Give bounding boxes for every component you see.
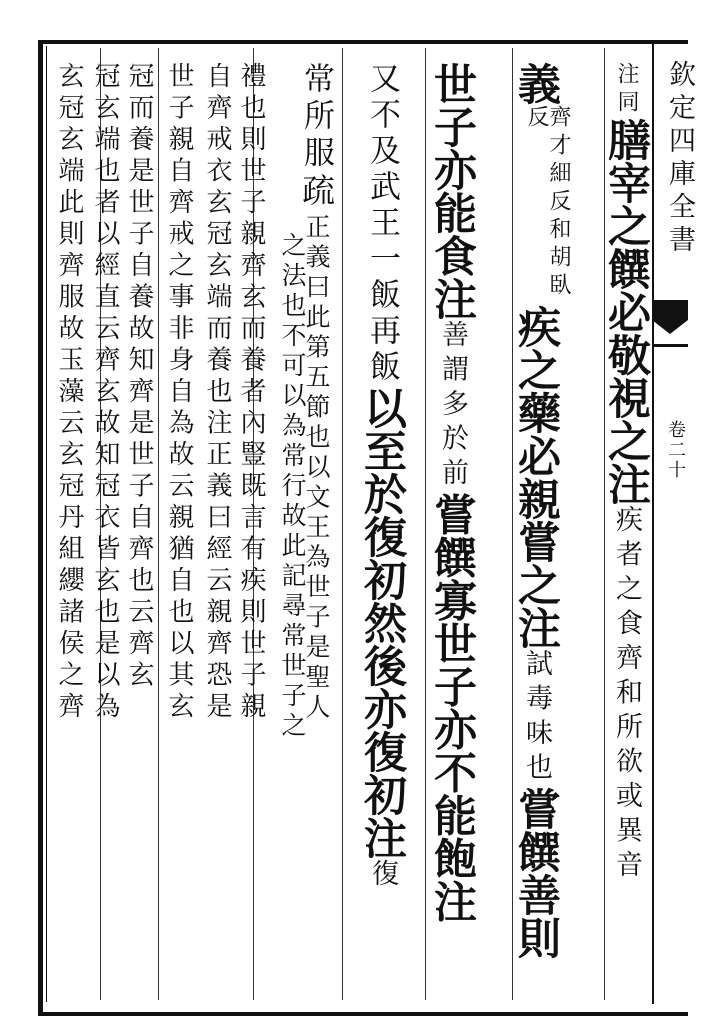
text-column-11 bbox=[92, 62, 118, 724]
volume-label: 卷二十 bbox=[665, 420, 686, 480]
text-column-4 bbox=[357, 62, 407, 894]
text-segment: 冠而養是世子自養故知齊是世子自齊也云齊玄 bbox=[124, 62, 154, 692]
text-segment: 自齊戒衣玄冠玄端而養也注正義曰經云親齊恐是 bbox=[202, 62, 232, 724]
text-segment: 禮也則世子親齊玄而養者內豎既言有疾則世子親 bbox=[236, 62, 266, 724]
text-column-1 bbox=[601, 62, 651, 885]
text-segment: 又不及武王一飯再飯 bbox=[364, 62, 400, 386]
text-segment: 膳宰之饌必敬視之注 bbox=[601, 118, 651, 505]
text-segment: 以至於復初然後亦復初注 bbox=[357, 386, 407, 859]
text-column-12 bbox=[56, 62, 82, 724]
text-segment: 善謂多於前 bbox=[437, 320, 468, 493]
column-rule bbox=[158, 48, 159, 1000]
text-column-7 bbox=[238, 62, 264, 724]
text-column-3 bbox=[427, 62, 477, 923]
text-segment: 嘗饌善則 bbox=[511, 787, 561, 959]
text-column-2 bbox=[511, 62, 571, 959]
text-segment: 疾之藥必親嘗之注 bbox=[511, 305, 561, 649]
text-segment: 玄冠玄端此則齊服故玉藻云玄冠丹組纓諸侯之齊 bbox=[54, 62, 84, 724]
text-segment: 之法也不可以為常行故此記尋常世子之 bbox=[278, 232, 307, 742]
text-column-6 bbox=[280, 232, 305, 742]
text-segment: 齊才細反和胡臥反 bbox=[524, 105, 571, 301]
text-segment: 正義曰此第五節也以文王為世子是聖人 bbox=[302, 213, 331, 724]
text-column-10 bbox=[126, 62, 152, 692]
text-segment: 疏 bbox=[297, 173, 336, 214]
text-segment: 嘗饌寡世子亦不能飽注 bbox=[427, 492, 477, 923]
text-segment: 復 bbox=[367, 859, 398, 894]
text-segment: 試毒味也 bbox=[521, 649, 552, 787]
book-title: 欽定四庫全書 bbox=[664, 60, 695, 258]
text-segment: 常所服 bbox=[298, 62, 334, 173]
text-segment: 義 bbox=[511, 62, 561, 105]
text-segment: 世子亦能食注 bbox=[427, 62, 477, 320]
text-column-8 bbox=[204, 62, 230, 724]
text-segment: 世子親自齊戒之事非身自為故云親猶自也以其玄 bbox=[164, 62, 194, 724]
column-rule bbox=[342, 48, 343, 1000]
text-segment: 冠玄端也者以經直云齊玄故知冠衣皆玄也是以為 bbox=[90, 62, 120, 724]
column-rule bbox=[425, 48, 426, 1000]
text-segment: 疾者之食齊和所欲或異音 bbox=[611, 505, 642, 885]
text-column-9 bbox=[166, 62, 192, 724]
text-segment: 注同 bbox=[614, 62, 639, 118]
fishtail-mark-icon bbox=[652, 300, 688, 352]
